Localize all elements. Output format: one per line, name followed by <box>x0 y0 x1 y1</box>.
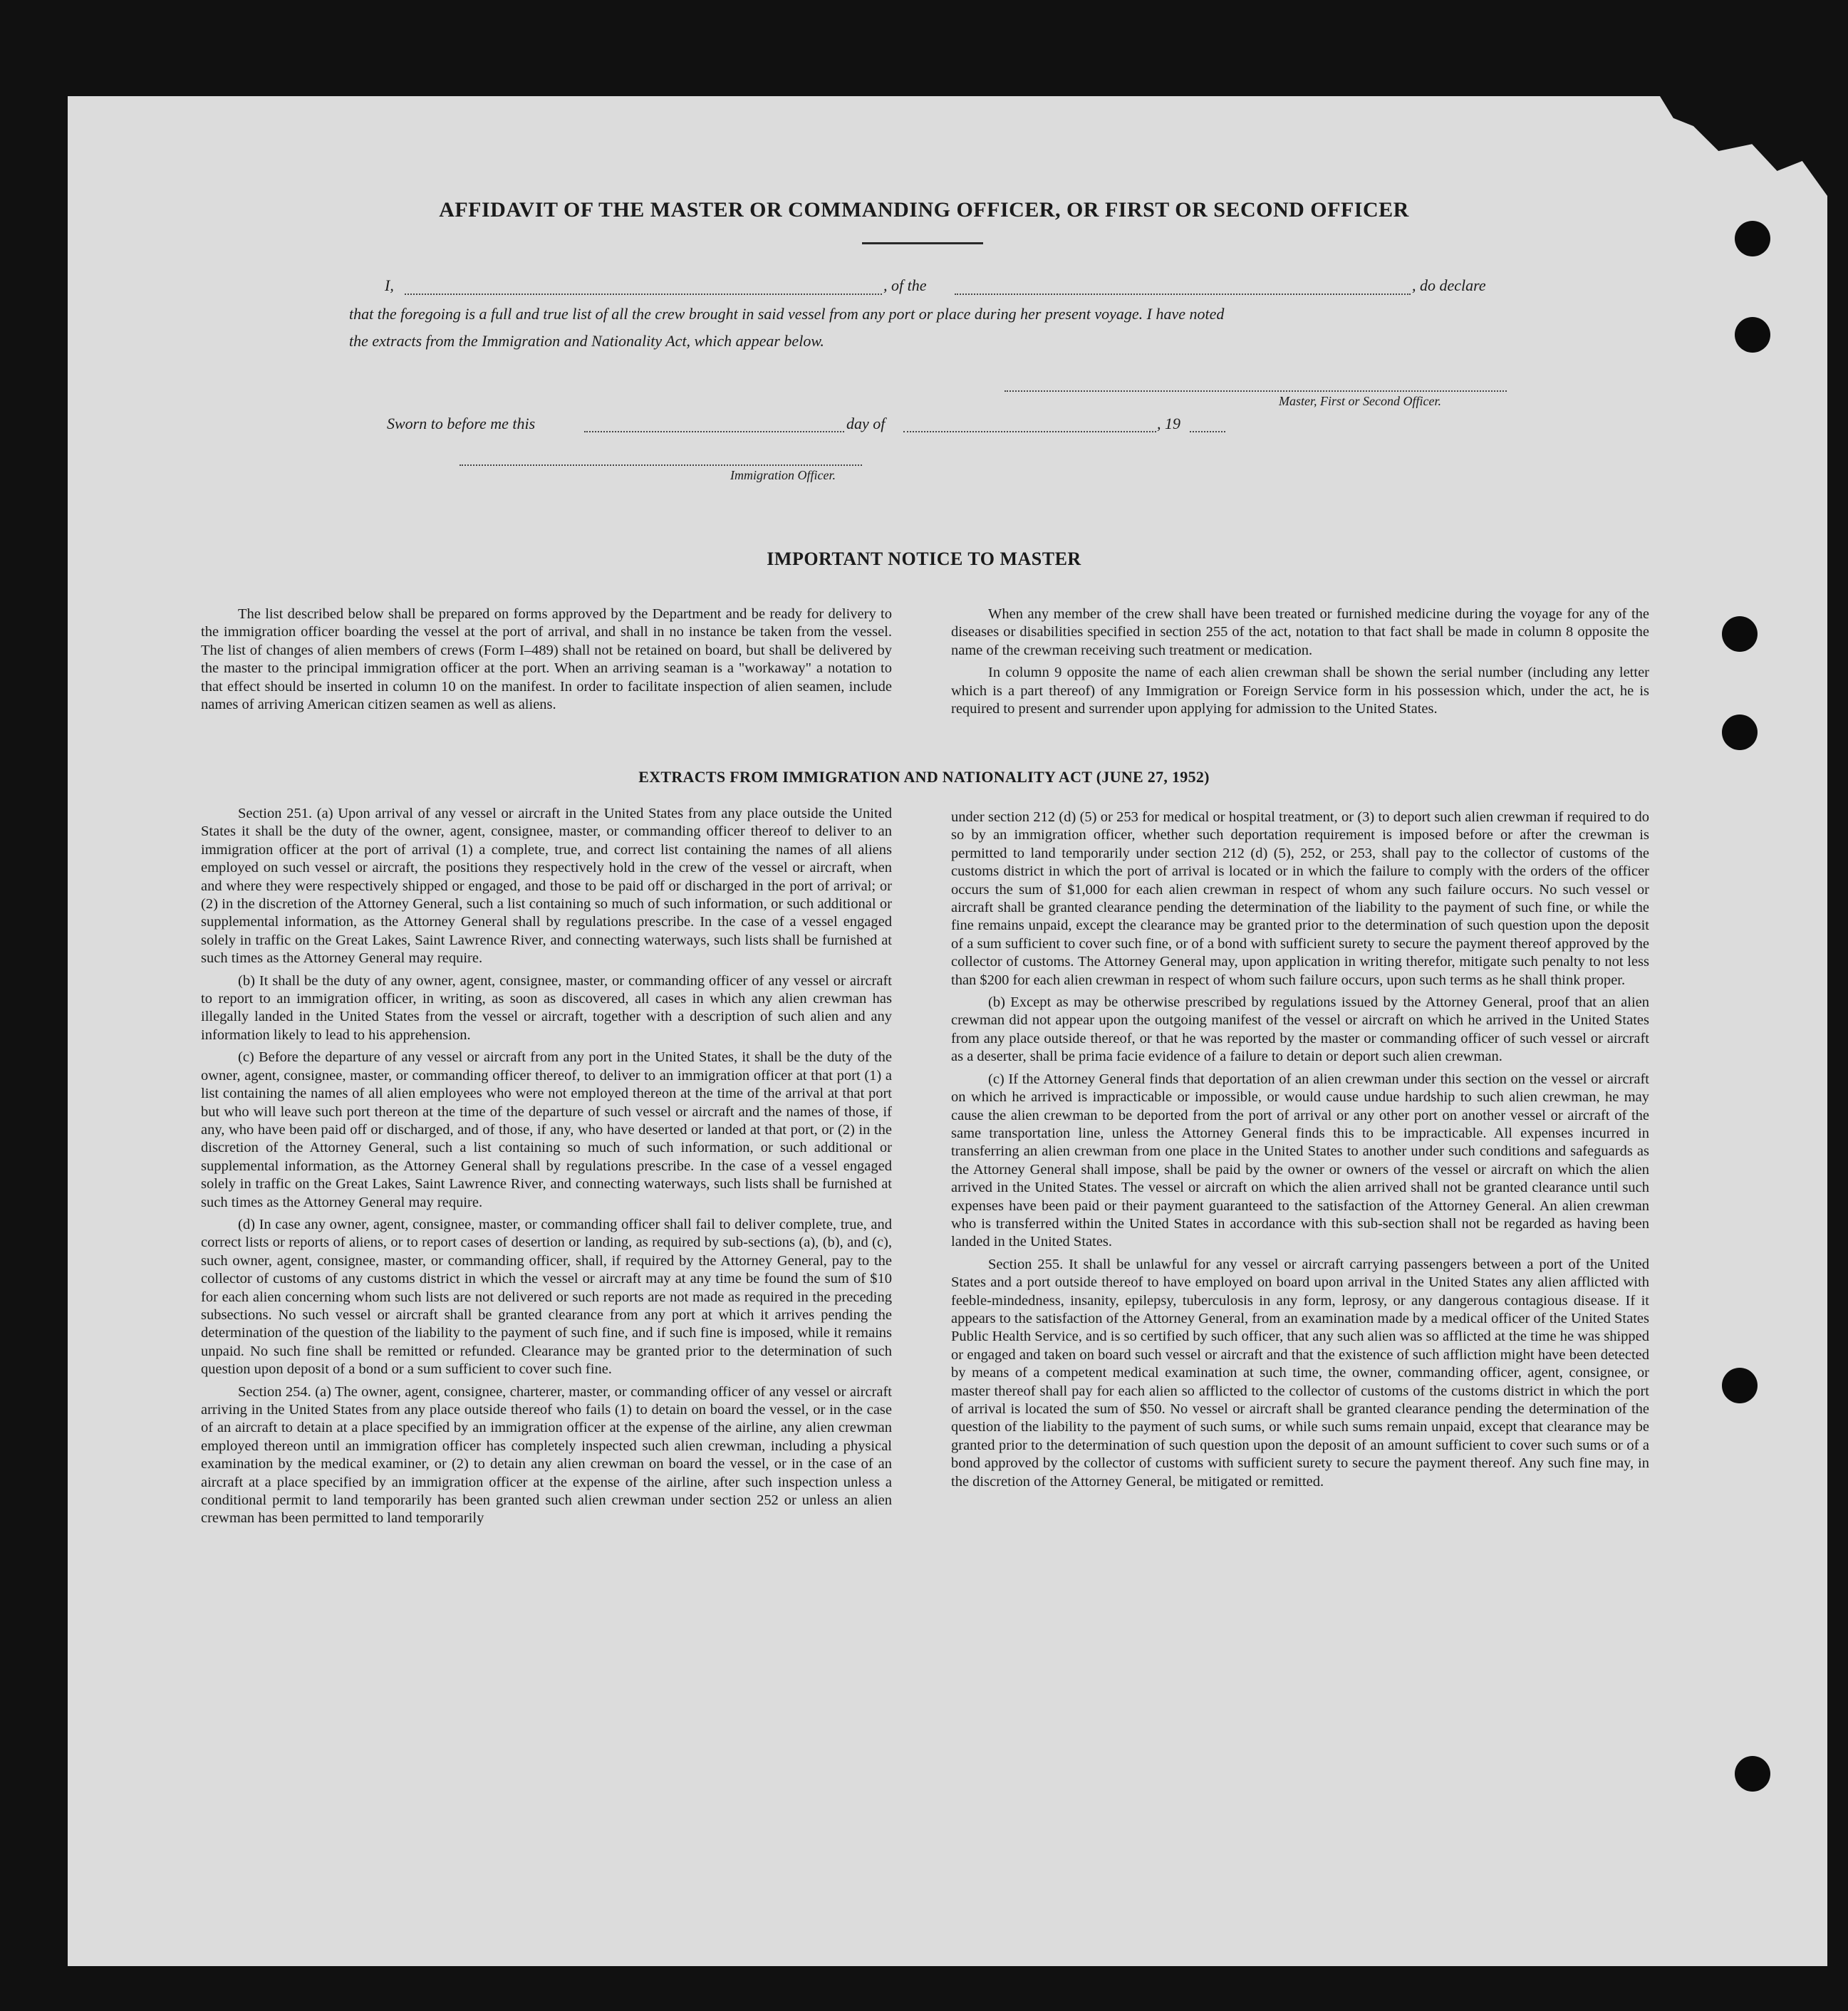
declaration-i-label: I, <box>385 276 394 294</box>
notice-paragraph: The list described below shall be prepared on forms approved by the Department and be ready for delivery to the immigration officer boarding the vessel at the port of arrival, and shall in no instance be taken from the vessel. The list of changes of alien members of crews (Form I–489) shall not be retained on board, but shall be delivered by the master to the principal immigration officer at the port. When an arriving seaman is a "workaway" a notation to that effect should be inserted in column 10 on the manifest. In order to facilitate inspection of alien seamen, include names of arriving American citizen seamen as well as aliens. <box>201 606 892 713</box>
statute-paragraph: (d) In case any owner, agent, consignee, master, or commanding officer shall fail to deliver complete, true, and correct lists or reports of aliens, or to report cases of desertion or landing, as required by sub-sections (a), (b), and (c), such owner, agent, consignee, master, or commanding officer, shall, if required by the Attorney General, pay to the collector of customs of any customs district in which the vessel or aircraft may at any time be found the sum of $10 for each alien concerning whom such lists are not delivered or such reports are not made as required in the preceding subsections. No such vessel or aircraft shall be granted clearance from any port at which it arrives pending the determination of the question of the liability to the payment of such fine, and if such fine is imposed, while it remains unpaid. No such fine shall be remitted or refunded. Clearance may be granted prior to the determination of such question upon deposit of a bond or a sum sufficient to cover such fine. <box>201 1216 892 1378</box>
affidavit-title: AFFIDAVIT OF THE MASTER OR COMMANDING OFFICER, OR FIRST OR SECOND OFFICER <box>439 198 1409 222</box>
extracts-right-column <box>951 809 1649 1495</box>
notice-title: IMPORTANT NOTICE TO MASTER <box>767 549 1081 569</box>
sworn-day-field[interactable] <box>584 431 844 432</box>
sworn-month-field[interactable] <box>903 431 1156 432</box>
declaration-do-declare-label: , do declare <box>1412 276 1486 294</box>
officer-signature-line[interactable] <box>460 464 862 466</box>
punch-hole <box>1735 317 1770 353</box>
statute-paragraph: (b) Except as may be otherwise prescribed by regulations issued by the Attorney General, proof that an alien crewman did not appear upon the outgoing manifest of the vessel or aircraft on which he arrived in the United States from any place outside thereof, or that he was reported by the master or commanding officer of such vessel or aircraft as a deserter, shall be prima facie evidence of a failure to detain or deport such alien crewman. <box>951 994 1649 1065</box>
punch-hole <box>1722 616 1758 652</box>
master-signature-label: Master, First or Second Officer. <box>1279 394 1441 408</box>
statute-paragraph-continued: under section 212 (d) (5) or 253 for medical or hospital treatment, or (3) to deport such alien crewman if required to do so by an immigration officer, whether such deportation requirement is imposed before or after the crewman is permitted to land temporarily under section 212 (d) (5), 252, or 253, shall pay to the collector of customs of the customs district in which the port of arrival is located or in which the failure to comply with the orders of the officer occurs the sum of $1,000 for each alien crewman in respect of whom any such failure occurs. No such vessel or aircraft shall be granted clearance pending the determination of the liability to the payment of such fine, or while the fine remains unpaid, except the clearance may be granted prior to the determination of such question upon the deposit of a sum sufficient to cover such fine, or of a bond with sufficient surety to secure the payment thereof approved by the collector of customs. The Attorney General may, upon application in writing therefor, mitigate such penalty to not less than $200 for each alien crewman in respect of whom such failure occurs, upon such terms as he shall think proper. <box>951 809 1649 988</box>
notice-paragraph: In column 9 opposite the name of each alien crewman shall be shown the serial number (including any letter which is a part thereof) of any Immigration or Foreign Service form in his possession which, under the act, he is required to present and surrender upon applying for admission to the United States. <box>951 665 1649 717</box>
statute-paragraph: (b) It shall be the duty of any owner, agent, consignee, master, or commanding officer of any vessel or aircraft to report to an immigration officer, in writing, as soon as discovered, all cases in which any alien crewman has illegally landed in the United States from the vessel or aircraft, together with a description of such alien and any information likely to lead to his apprehension. <box>201 972 892 1043</box>
notice-left-column <box>201 606 892 718</box>
sworn-label: Sworn to before me this <box>387 415 536 432</box>
sworn-year-field[interactable] <box>1190 431 1225 432</box>
vessel-field[interactable] <box>955 293 1411 295</box>
notice-right-column <box>951 606 1649 722</box>
punch-hole <box>1722 1368 1758 1403</box>
extracts-left-column <box>201 805 892 1532</box>
statute-paragraph: Section 255. It shall be unlawful for any vessel or aircraft carrying passengers between a port of the United States and a port outside thereof to have employed on board upon arrival in the United States any alien afflicted with feeble-mindedness, insanity, epilepsy, tuberculosis in any form, leprosy, or any dangerous contagious disease. If it appears to the satisfaction of the Attorney General, from an examination made by a medical officer of the United States Public Health Service, and is so certified by such officer, that any such alien was so afflicted at the time he was shipped or engaged and taken on board such vessel or aircraft and that the existence of such affliction might have been detected by means of a competent medical examination at such time, the owner, commanding officer, agent, consignee, or master thereof shall pay for each alien so afflicted to the collector of customs of the customs district in which the port of arrival is located the sum of $50. No vessel or aircraft shall be granted clearance pending the determination of the question of the liability to the payment of such sums, or while such sums remain unpaid, except that clearance may be granted prior to the determination of such question upon the deposit of an amount sufficient to cover such sums or of a bond approved by the collector of customs with sufficient surety to secure the payment thereof. Any such fine may, in the discretion of the Attorney General, be mitigated or remitted. <box>951 1256 1649 1490</box>
extracts-title: EXTRACTS FROM IMMIGRATION AND NATIONALITY ACT (JUNE 27, 1952) <box>638 768 1210 786</box>
declaration-of-the-label: , of the <box>883 276 927 294</box>
year-label: , 19 <box>1157 415 1180 432</box>
declaration-statement-line2: the extracts from the Immigration and Nationality Act, which appear below. <box>349 332 824 350</box>
title-divider <box>862 242 983 244</box>
punch-hole <box>1735 221 1770 256</box>
officer-signature-label: Immigration Officer. <box>730 468 836 482</box>
punch-hole <box>1735 1756 1770 1792</box>
statute-paragraph: Section 254. (a) The owner, agent, consignee, charterer, master, or commanding officer of any vessel or aircraft arriving in the United States from any place outside thereof who fails (1) to detain on board the vessel, or in the case of an aircraft to detain at a place specified by an immigration officer at the expense of the airline, any alien crewman employed thereon until an immigration officer has completely inspected such alien crewman, including a physical examination by the medical examiner, or (2) to detain any alien crewman on board the vessel, or in the case of an aircraft at a place specified by an immigration officer at the expense of the airline, after such inspection unless a conditional permit to land temporarily has been granted such alien crewman under section 252 or unless an alien crewman has been permitted to land temporarily <box>201 1383 892 1527</box>
statute-paragraph: Section 251. (a) Upon arrival of any vessel or aircraft in the United States from any place outside the United States it shall be the duty of the owner, agent, consignee, master, or commanding officer thereof to deliver to an immigration officer at the port of arrival (1) a complete, true, and correct list containing the names of all aliens employed on such vessel or aircraft, the positions they respectively hold in the crew of the vessel or aircraft, when and where they were respectively shipped or engaged, and those to be paid off or discharged in the port of arrival; or (2) in the discretion of the Attorney General, such a list containing so much of such information, or such additional or supplemental information, as the Attorney General shall by regulations prescribe. In the case of a vessel engaged solely in traffic on the Great Lakes, Saint Lawrence River, and connecting waterways, such lists shall be furnished at such times as the Attorney General may require. <box>201 806 892 967</box>
notice-paragraph: When any member of the crew shall have been treated or furnished medicine during the voyage for any of the diseases or disabilities specified in section 255 of the act, notation to that fact shall be made in column 8 opposite the name of the crewman receiving such treatment or medication. <box>951 606 1649 658</box>
declaration-statement-line1: that the foregoing is a full and true list of all the crew brought in said vessel from any port or place during her present voyage. I have noted <box>349 305 1225 323</box>
punch-hole <box>1722 714 1758 750</box>
day-of-label: day of <box>846 415 886 432</box>
name-field[interactable] <box>405 293 882 295</box>
statute-paragraph: (c) Before the departure of any vessel or aircraft from any port in the United States, it shall be the duty of the owner, agent, consignee, master, or commanding officer thereof, to deliver to an immigration officer at that port (1) a list containing the names of all alien employees who were not employed thereon at the time of the arrival at that port but who will leave such port thereon at the time of the departure of such vessel or aircraft and the names of those, if any, who have been paid off or discharged, and of those, if any, who have deserted or landed at that port, or (2) in the discretion of the Attorney General, such a list containing so much of such information, or such additional or supplemental information, as the Attorney General shall by regulations prescribe. In the case of a vessel engaged solely in traffic on the Great Lakes, Saint Lawrence River, and connecting waterways, such lists shall be furnished at such times as the Attorney General may require. <box>201 1049 892 1210</box>
master-signature-line[interactable] <box>1005 390 1507 392</box>
statute-paragraph: (c) If the Attorney General finds that deportation of an alien crewman under this section on the vessel or aircraft on which he arrived is impracticable or impossible, or would cause undue hardship to such alien crewman, he may cause the alien crewman to be deported from the port of arrival or any other port on another vessel or aircraft of the same transportation line, unless the Attorney General finds this to be impracticable. All expenses incurred in transferring an alien crewman from one place in the United States to another under such conditions and safeguards as the Attorney General shall impose, shall be paid by the owner or owners of the vessel or aircraft on which the alien arrived in the United States. The vessel or aircraft on which the alien arrived shall not be granted clearance until such expenses have been paid or their payment guaranteed to the satisfaction of the Attorney General. An alien crewman who is transferred within the United States in accordance with this sub-section shall not be regarded as having been landed in the United States. <box>951 1071 1649 1250</box>
